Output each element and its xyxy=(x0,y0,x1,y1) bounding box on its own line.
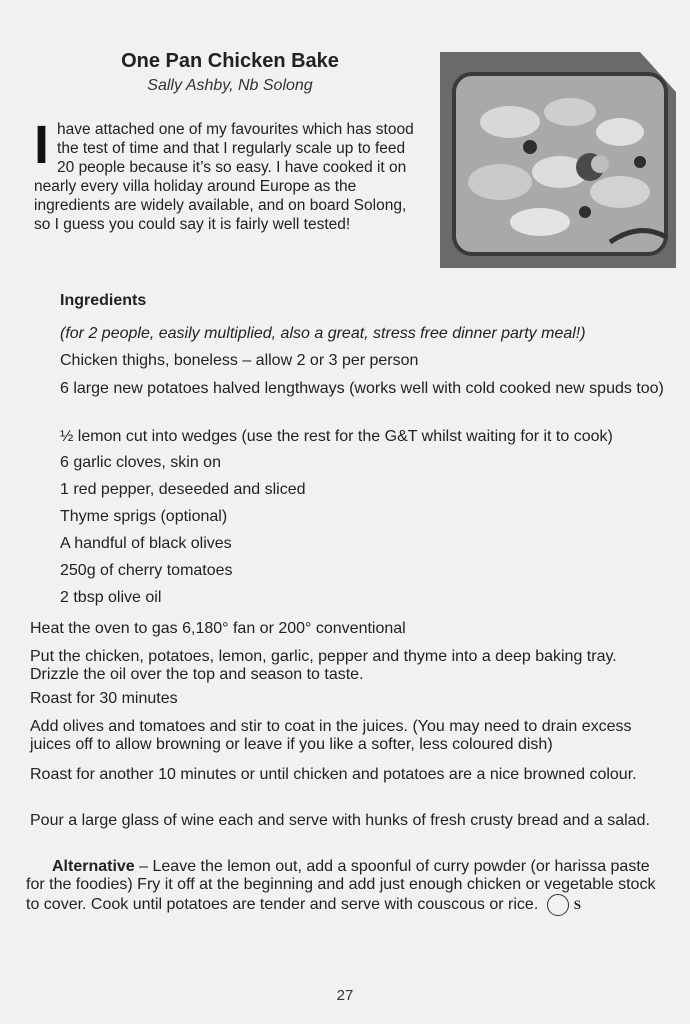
method-step: Put the chicken, potatoes, lemon, garlic, pepper and thyme into a deep baking tray. Drizzle the oil over the top and season to taste. xyxy=(30,648,617,683)
ingredient-item: Thyme sprigs (optional) xyxy=(60,508,228,525)
recipe-author: Sally Ashby, Nb Solong xyxy=(147,77,313,94)
ingredient-item: A handful of black olives xyxy=(60,535,232,552)
solong-logo-icon: S xyxy=(547,894,569,916)
page-number: 27 xyxy=(336,987,354,1004)
ingredients-note: (for 2 people, easily multiplied, also a great, stress free dinner party meal!) xyxy=(60,325,586,342)
ingredient-item: ½ lemon cut into wedges (use the rest for the G&T whilst waiting for it to cook) xyxy=(60,428,613,445)
method-step: Heat the oven to gas 6,180° fan or 200° conventional xyxy=(30,620,406,637)
ingredient-item: 6 large new potatoes halved lengthways (works well with cold cooked new spuds too) xyxy=(60,380,664,397)
method-step: Pour a large glass of wine each and serve with hunks of fresh crusty bread and a salad. xyxy=(30,812,650,829)
ingredient-item: 1 red pepper, deseeded and sliced xyxy=(60,481,306,498)
ingredients-heading: Ingredients xyxy=(60,292,147,309)
ingredient-item: Chicken thighs, boneless – allow 2 or 3 per person xyxy=(60,352,419,369)
alternative-paragraph xyxy=(26,858,670,916)
method-step: Roast for another 10 minutes or until chicken and potatoes are a nice browned colour. xyxy=(30,766,637,783)
intro-paragraph xyxy=(34,115,422,234)
alternative-text: – Leave the lemon out, add a spoonful of curry powder (or harissa paste for the foodies) Fry it off at the beginning and add just enough chicken or vegetable stock to cover. Cook until potatoes are tender and serve with couscous or rice. xyxy=(26,858,656,914)
method-step: Add olives and tomatoes and stir to coat in the juices. (You may need to drain excess juices off to allow browning or leave if you like a softer, less coloured dish) xyxy=(30,718,632,753)
method-step: Roast for 30 minutes xyxy=(30,690,178,707)
recipe-title: One Pan Chicken Bake xyxy=(121,50,339,72)
drop-cap: I xyxy=(34,115,50,175)
ingredient-item: 6 garlic cloves, skin on xyxy=(60,454,221,471)
ingredient-item: 250g of cherry tomatoes xyxy=(60,562,233,579)
alternative-label: Alternative xyxy=(52,858,135,875)
recipe-photo xyxy=(440,52,676,268)
ingredient-item: 2 tbsp olive oil xyxy=(60,589,162,606)
intro-text: have attached one of my favourites which has stood the test of time and that I regularly scale up to feed 20 people because it’s so easy. I have cooked it on nearly every villa holiday around Europe as the ingredients are widely available, and on board Solong, so I guess you could say it is fairly well tested! xyxy=(34,121,414,233)
